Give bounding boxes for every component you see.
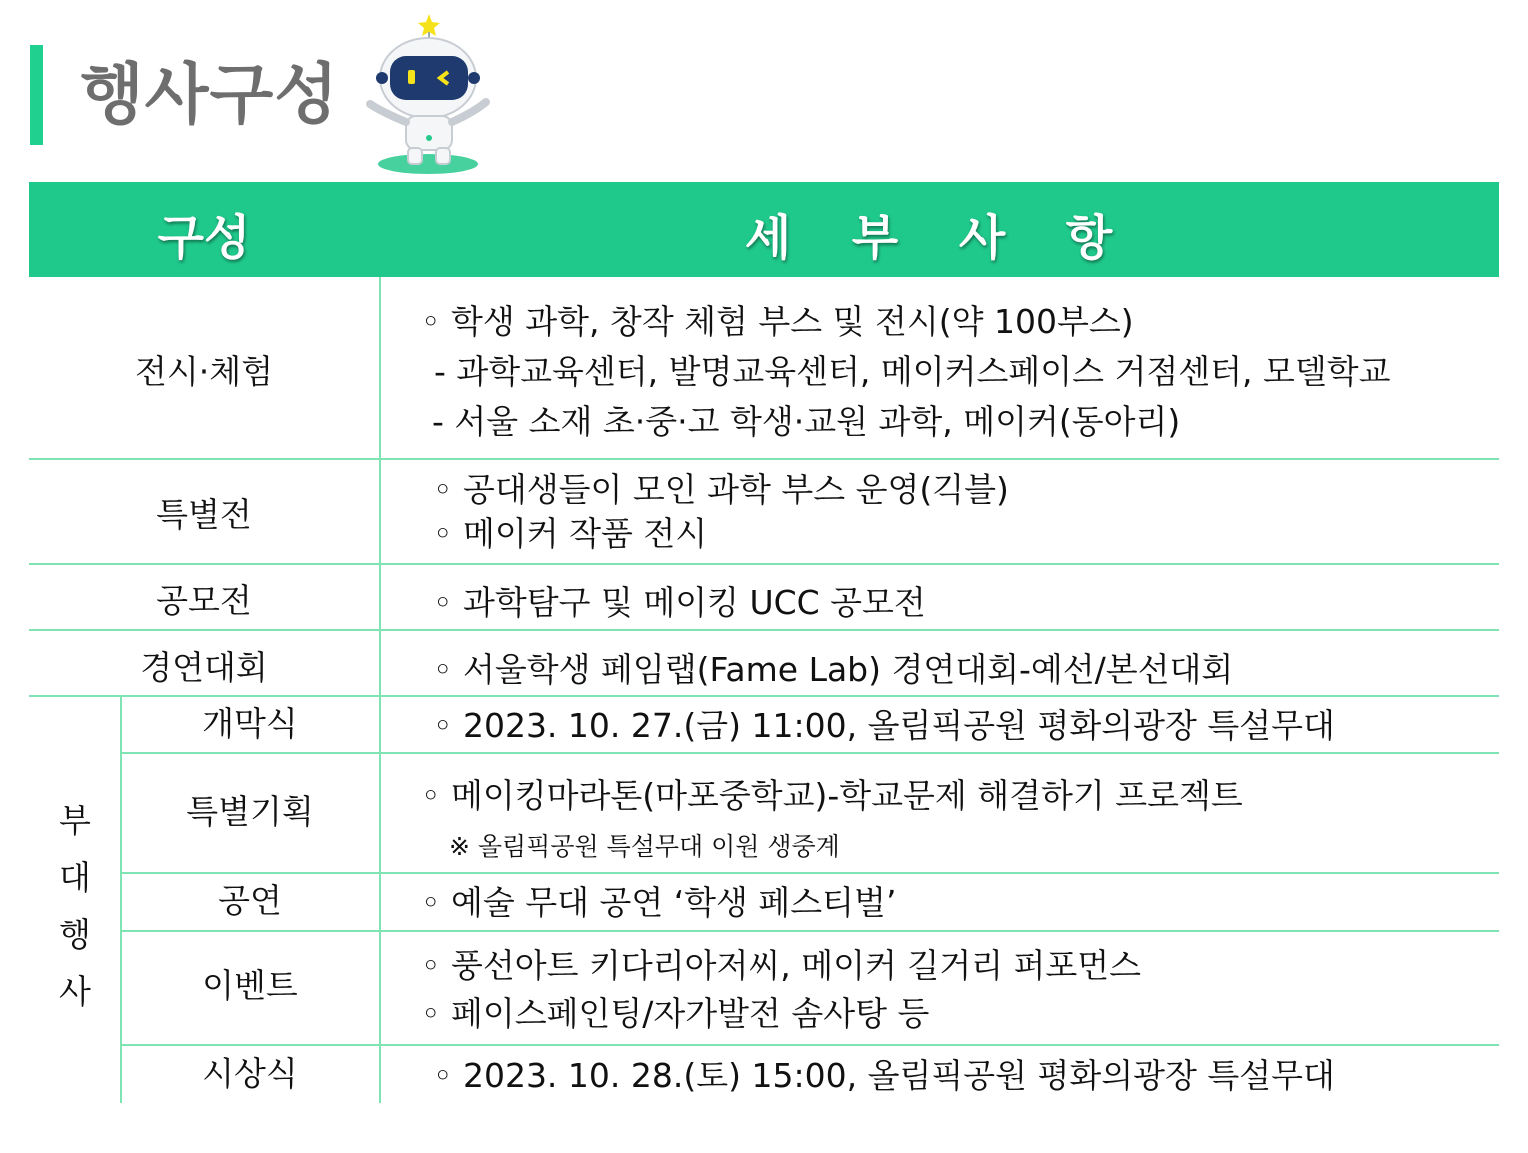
detail-line: ◦ 예술 무대 공연 ‘학생 페스티벌’	[421, 883, 897, 922]
row-divider	[29, 629, 1499, 631]
row-label-contest: 공모전	[156, 581, 252, 620]
detail-line: - 과학교육센터, 발명교육센터, 메이커스페이스 거점센터, 모델학교	[434, 352, 1391, 391]
row-label-special-project: 특별기획	[186, 792, 314, 831]
detail-line: - 서울 소재 초·중·고 학생·교원 과학, 메이커(동아리)	[432, 402, 1181, 441]
row-divider	[120, 872, 1499, 874]
detail-line: ◦ 서울학생 페임랩(Fame Lab) 경연대회-예선/본선대회	[433, 650, 1234, 689]
column-divider	[379, 277, 381, 1103]
row-divider	[29, 458, 1499, 460]
detail-line: ◦ 페이스페인팅/자가발전 솜사탕 등	[421, 994, 930, 1033]
row-divider	[120, 1044, 1499, 1046]
row-divider	[120, 930, 1499, 932]
detail-line: ◦ 2023. 10. 27.(금) 11:00, 올림픽공원 평화의광장 특설무대	[433, 706, 1335, 745]
row-label-event: 이벤트	[202, 966, 298, 1005]
detail-line: ◦ 공대생들이 모인 과학 부스 운영(긱블)	[433, 470, 1009, 509]
detail-line: ◦ 2023. 10. 28.(토) 15:00, 올림픽공원 평화의광장 특설무대	[433, 1056, 1335, 1095]
table-header	[29, 182, 1499, 277]
row-divider	[29, 563, 1499, 565]
group-label-side-events: 부 대 행 사	[59, 801, 91, 1011]
row-label-exhibition: 전시·체험	[134, 352, 273, 391]
detail-line: ◦ 학생 과학, 창작 체험 부스 및 전시(약 100부스)	[421, 302, 1134, 341]
row-divider	[120, 752, 1499, 754]
detail-line: ◦ 풍선아트 키다리아저씨, 메이커 길거리 퍼포먼스	[421, 946, 1141, 985]
robot-mascot-icon	[362, 12, 494, 180]
detail-line: ◦ 과학탐구 및 메이킹 UCC 공모전	[433, 583, 926, 622]
row-label-performance: 공연	[218, 881, 282, 920]
row-divider	[29, 695, 1499, 697]
row-label-awards: 시상식	[202, 1054, 298, 1093]
header-details: 세 부 사 항	[744, 210, 1135, 266]
title-accent-bar	[30, 45, 43, 145]
page-title: 행사구성	[80, 56, 340, 133]
detail-line: ◦ 메이커 작품 전시	[433, 514, 708, 553]
row-label-competition: 경연대회	[140, 648, 268, 687]
row-label-special-exhibition: 특별전	[156, 495, 252, 534]
detail-note: ※ 올림픽공원 특설무대 이원 생중계	[449, 832, 840, 861]
header-composition: 구성	[157, 210, 251, 266]
detail-line: ◦ 메이킹마라톤(마포중학교)-학교문제 해결하기 프로젝트	[421, 776, 1243, 815]
row-label-opening: 개막식	[202, 704, 298, 743]
